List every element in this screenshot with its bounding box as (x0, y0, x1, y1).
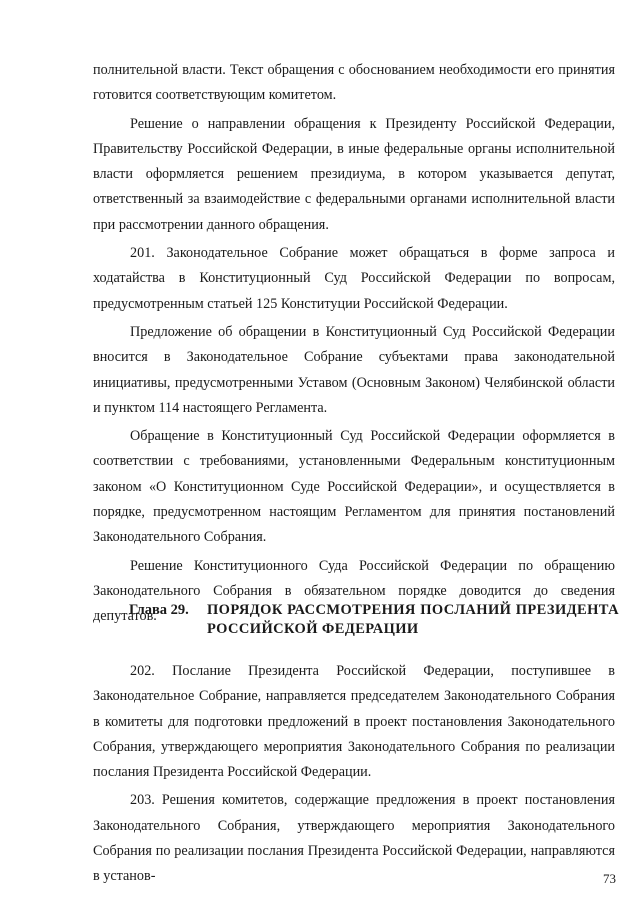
paragraph-appeal-form: Обращение в Конституционный Суд Российской Федерации оформляется в соответствии с требованиями, установленными Федеральным конституционным законом «О Конституционном Суде Российской Федерации», и осуществляется в порядке, предусмотренном настоящим Регламентом для принятия постановлений Законодательного Собрания. (93, 428, 615, 546)
paragraph-202: 202. Послание Президента Российской Федерации, поступившее в Законодательное Собрание, направляется председателем Законодательного Собрания в комитеты для подготовки предложений в проект постановления Законодательного Собрания, утверждающего мероприятия Законодательного Собрания по реализации послания Президента Российской Федерации. (93, 663, 615, 781)
paragraph-continuation: полнительной власти. Текст обращения с обоснованием необходимости его принятия готовится соответствующим комитетом. (93, 62, 615, 104)
body-text-bottom (93, 659, 615, 893)
paragraph-court-decision: Решение Конституционного Суда Российской Федерации по обращению Законодательного Собрания в обязательном порядке доводится до сведения депутатов. (93, 557, 615, 625)
chapter-number: Глава 29. (129, 602, 189, 618)
page-number: 73 (603, 871, 616, 886)
body-text-top (93, 58, 615, 633)
paragraph-201: 201. Законодательное Собрание может обращаться в форме запроса и ходатайства в Конституционный Суд Российской Федерации по вопросам, предусмотренным статьей 125 Конституции Российской Федерации. (93, 245, 615, 312)
chapter-heading (129, 601, 619, 639)
paragraph-appeal-decision: Решение о направлении обращения к Президенту Российской Федерации, Правительству Российской Федерации, в иные федеральные органы исполнительной власти оформляется решением президиума, в котором указывается депутат, ответственный за взаимодействие с федеральными органами исполнительной власти при рассмотрении данного обращения. (93, 115, 615, 233)
paragraph-203: 203. Решения комитетов, содержащие предложения в проект постановления Законодательного Собрания, утверждающего мероприятия Законодательного Собрания по реализации послания Президента Российской Федерации, направляются в установ- (93, 792, 615, 885)
paragraph-proposal: Предложение об обращении в Конституционный Суд Российской Федерации вносится в Законодательное Собрание субъектами права законодательной инициативы, предусмотренными Уставом (Основным Законом) Челябинской области и пунктом 114 настоящего Регламента. (93, 323, 615, 416)
chapter-title: ПОРЯДОК РАССМОТРЕНИЯ ПОСЛАНИЙ ПРЕЗИДЕНТА РОССИЙСКОЙ ФЕДЕРАЦИИ (207, 602, 619, 637)
